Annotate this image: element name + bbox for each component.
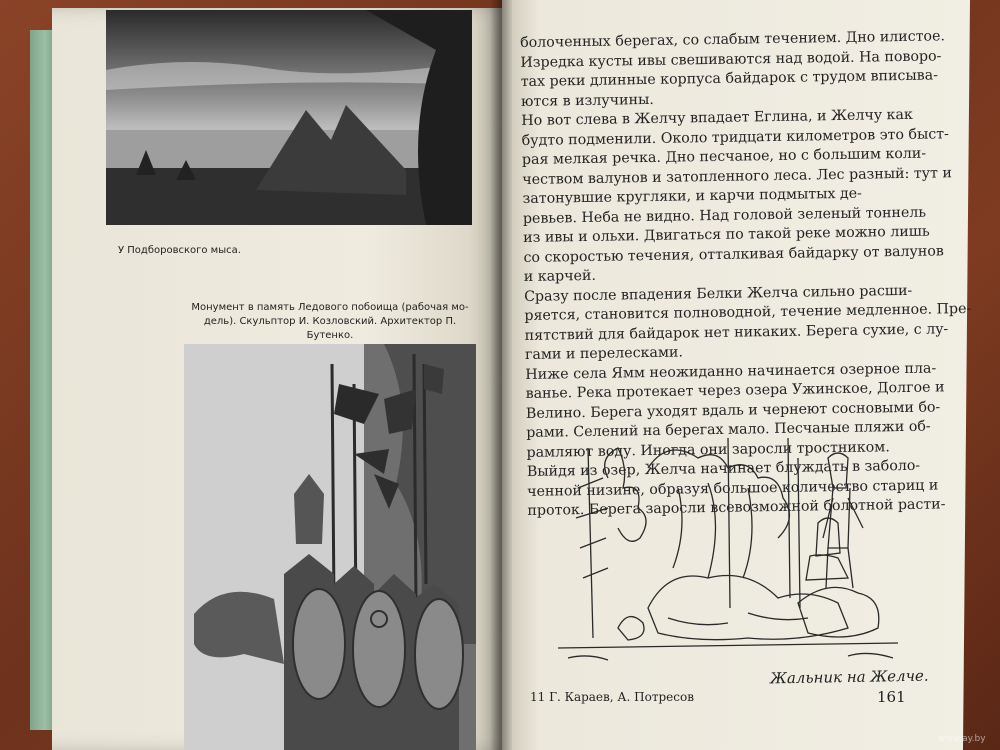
text-line: пятствий для байдарок нет никаких. Берега сухие, с лу- xyxy=(524,320,949,344)
text-line: болоченных берегах, со слабым течением. Дно илистое. xyxy=(520,28,946,51)
text-line: рамляют воду. Иногда они заросли тростником. xyxy=(526,438,890,461)
monument-caption-line: дель). Скульптор И. Козловский. Архитектор П. Бутенко. xyxy=(203,316,457,341)
text-line: рая мелкая речка. Дно песчаное, но с большим коли- xyxy=(521,145,927,168)
text-line: со скоростью течения, отталкивая байдарку от валунов xyxy=(523,242,944,266)
monument-caption-line: Монумент в память Ледового побоища (рабочая мо- xyxy=(191,302,469,313)
text-line: Изредка кусты ивы свешиваются над водой. На поворо- xyxy=(520,47,942,71)
text-line: ются в излучины. xyxy=(520,91,654,110)
text-line: Выйдя из озер, Желча начинает блуждать в заболо- xyxy=(526,457,921,480)
text-line: Велино. Берега уходят вдаль и чернеют сосновыми бо- xyxy=(525,398,941,422)
text-line: Ниже села Ямм неожиданно начинается озерное пла- xyxy=(525,360,937,383)
photo-caption: У Подборовского мыса. xyxy=(118,245,241,256)
text-line: ряется, становится полноводной, течение медленное. Пре- xyxy=(524,300,972,324)
text-line: гами и перелесками. xyxy=(524,344,684,363)
text-line: ченной низине, образуя большое количество стариц и xyxy=(527,476,939,500)
text-line: чеством валунов и затопленного леса. Лес разный: тут и xyxy=(522,164,952,188)
text-line: ванье. Река протекает через озера Ужинское, Долгое и xyxy=(525,379,945,402)
photo-shore-haystacks xyxy=(106,10,472,225)
text-line: тах реки длинные корпуса байдарок с трудом вписыва- xyxy=(520,67,939,90)
text-line: будто подменили. Около тридцати километров это быст- xyxy=(521,125,950,149)
photo-monument xyxy=(184,344,476,750)
text-line: Сразу после впадения Белки Желча сильно расши- xyxy=(523,282,913,305)
page-number: 161 xyxy=(877,688,906,706)
text-line: из ивы и ольхи. Двигаться по такой реке можно лишь xyxy=(523,223,930,246)
monument-caption xyxy=(180,301,480,343)
text-line: Но вот слева в Желчу впадает Еглина, и Желчу как xyxy=(521,106,913,129)
text-line: ревьев. Неба не видно. Над головой зеленый тоннель xyxy=(522,204,927,227)
watermark: www.ay.by xyxy=(938,734,986,744)
text-line: проток. Берега заросли всевозможной болотной расти- xyxy=(527,496,946,519)
book-gutter xyxy=(490,0,512,750)
footer-signature: 11 Г. Караев, А. Потресов xyxy=(530,690,694,704)
text-line: затонувшие кругляки, и карчи подмытых де- xyxy=(522,185,863,207)
sketch-illustration xyxy=(548,428,908,678)
sketch-caption: Жальник на Желче. xyxy=(769,666,929,688)
text-line: рами. Селений на берегах мало. Песчаные пляжи об- xyxy=(526,418,931,441)
text-line: и карчей. xyxy=(523,267,597,285)
